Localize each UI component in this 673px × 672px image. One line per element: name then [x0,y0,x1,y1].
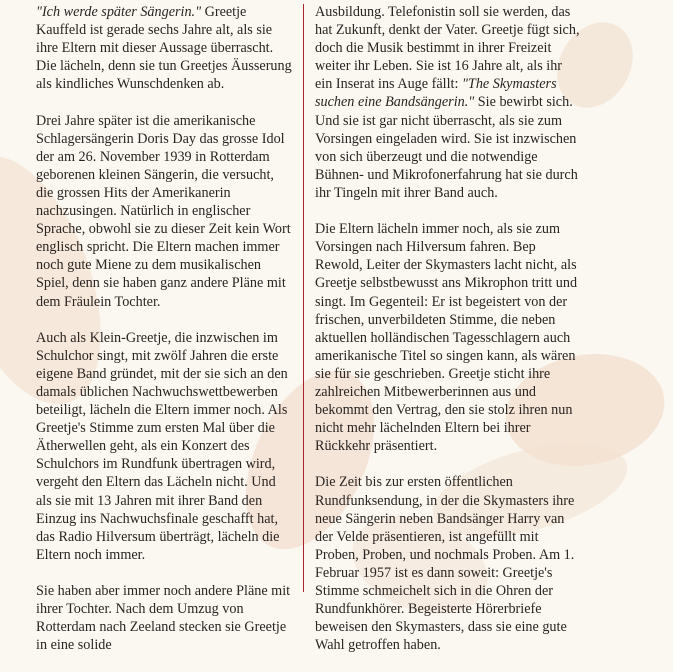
paragraph [36,3,292,93]
paragraph [315,3,581,202]
paragraph: Sie haben aber immer noch andere Pläne mit ihrer Tochter. Nach dem Umzug von Rotterdam nach Zeeland stecken sie Greetje in eine solide [36,583,291,654]
paragraph: Die Zeit bis zur ersten öffentlichen Rundfunksendung, in der die Skymasters ihre neue Sängerin neben Bandsänger Harry van der Velde präsentieren, ist angefüllt mit Proben, Proben, und nochmals Proben. Am 1. Februar 1957 ist es dann soweit: Greetje's Stimme schmeichelt sich in die Ohren der Rundfunkhörer. Begeisterte Hörerbriefe beweisen den Skymasters, dass sie eine gute Wahl getroffen haben. [315,474,575,654]
paragraph: Drei Jahre später ist die amerikanische Schlagersängerin Doris Day das grosse Idol der am 26. November 1939 in Rotterdam geborenen kleinen Sängerin, die versucht, die grossen Hits der Amerikanerin nachzusingen. Natürlich in englischer Sprache, obwohl sie zu dieser Zeit kein Wort englisch spricht. Die Eltern machen immer noch gute Miene zu dem musikalischen Spiel, denn sie haben ganz andere Pläne mit dem Fräulein Tochter. [36,112,291,310]
paragraph-text: Sie bewirbt sich. Und sie ist gar nicht überrascht, als sie zum Vorsingen eingeladen wird. Sie ist inzwischen von sich überzeugt und die notwendige Bühnen- und Mikrofonerfahrung hat sie durch ihr Tingeln mit ihrer Band auch. [315,94,578,201]
right-column [315,3,581,672]
quote: "The Skymasters suchen eine Bandsängerin." [315,76,557,111]
left-column [36,3,292,672]
paragraph: Auch als Klein-Greetje, die inzwischen im Schulchor singt, mit zwölf Jahren die erste eigene Band gründet, mit der sie sich an den damals üblichen Nachwuchswettbewerben beteiligt, lächeln die Eltern immer noch. Als Greetje's Stimme zum ersten Mal über die Ätherwellen geht, als ein Konzert des Schulchors im Rundfunk übertragen wird, vergeht den Eltern das Lächeln nicht. Und als sie mit 13 Jahren mit ihrer Band den Einzug ins Nachwuchsfinale geschafft hat, das Radio Hilversum überträgt, lächeln die Eltern noch immer. [36,329,288,563]
column-divider [303,4,304,592]
paragraph: Die Eltern lächeln immer noch, als sie zum Vorsingen nach Hilversum fahren. Bep Rewold, Leiter der Skymasters lacht nicht, als Greetje selbstbewusst ans Mikrophon tritt und singt. Im Gegenteil: Er ist begeistert von der frischen, unverbildeten Stimme, die neben aktuellen holländischen Tagesschlagern auch amerikanische Titel so singen kann, als wären sie für sie geschrieben. Greetje sticht ihre zahlreichen Mitbewerberinnen aus und bekommt den Vertrag, den sie stolz ihren nun nicht mehr lächelnden Eltern bei ihrer Rückkehr präsentiert. [315,221,578,455]
paragraph-text: Greetje Kauffeld ist gerade sechs Jahre alt, als sie ihre Eltern mit dieser Aussage überrascht. Die lächeln, denn sie tun Greetjes Äusserung als kindliches Wunschdenken ab. [36,4,292,93]
quote: "Ich werde später Sängerin." [36,4,202,20]
paragraph-text: Ausbildung. Telefonistin soll sie werden, das hat Zukunft, denkt der Vater. Greetje fügt sich, doch die Musik bestimmt in ihrer Freizeit weiter ihr Leben. Sie ist 16 Jahre alt, als ihr ein Inserat ins Auge fällt: [315,4,580,93]
